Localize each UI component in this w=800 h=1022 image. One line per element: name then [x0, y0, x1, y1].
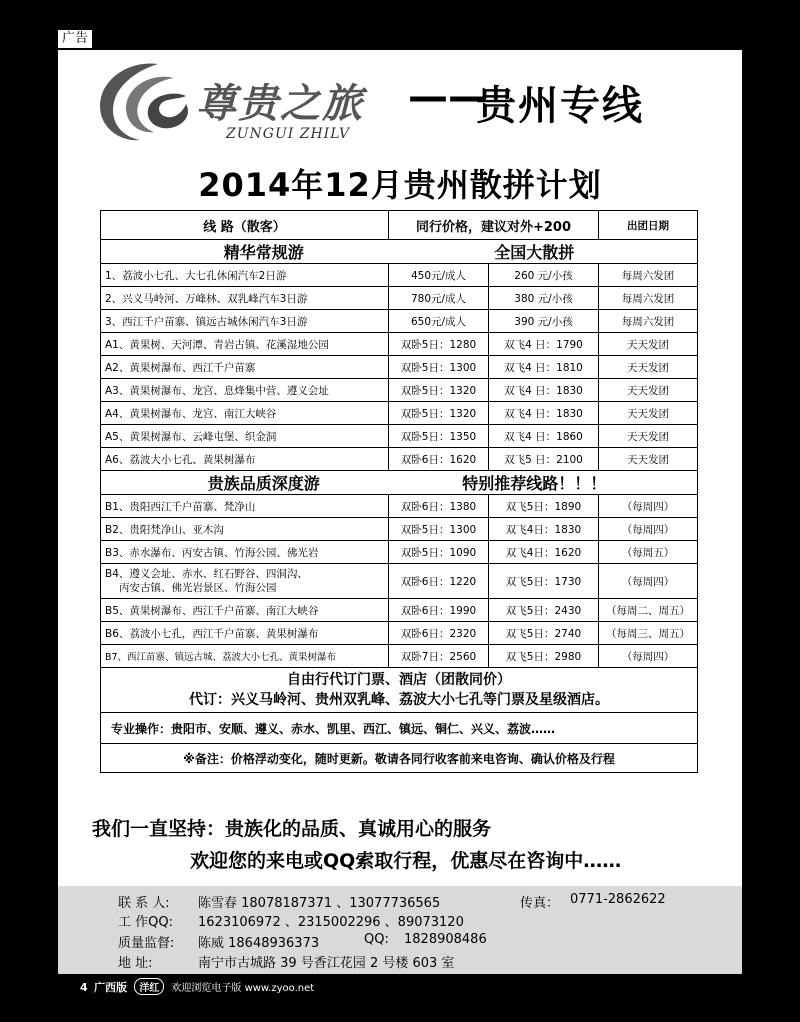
table-row: 3、西江千户苗寨、镇远古城休闲汽车3日游 650元/成人 390 元/小孩 每周六发团 — [101, 310, 698, 333]
free-travel-title: 自由行代订门票、酒店（团散同价） — [287, 672, 511, 688]
contact-panel — [58, 886, 742, 974]
section-title: 贵族品质深度游 — [207, 474, 320, 493]
page-title: 2014年12月贵州散拼计划 — [198, 166, 602, 204]
header-route: 线 路（散客） — [101, 211, 389, 240]
qq-label: 工 作QQ: — [118, 915, 173, 930]
table-row: A4、黄果树瀑布、龙宫、南江大峡谷 双卧5日：1320 双飞4 日：1830 天天发团 — [101, 402, 698, 425]
quality-qq: 1828908486 — [404, 932, 487, 947]
quality-contact: 陈威 18648936373 — [198, 936, 320, 951]
brand-english: ZUNGUI ZHILV — [226, 126, 350, 142]
slogan-primary: 我们一直坚持：贵族化的品质、真诚用心的服务 — [92, 818, 492, 840]
section-row — [101, 471, 698, 495]
brand-name: 尊贵之旅 — [196, 80, 364, 127]
table-row: A5、黄果树瀑布、云峰屯堡、织金洞 双卧5日：1350 双飞4 日：1860 天天发团 — [101, 425, 698, 448]
contact-person-label: 联 系 人: — [118, 896, 170, 911]
page-footer — [80, 978, 314, 995]
footer-text[interactable]: 欢迎浏览电子版 www.zyoo.net — [171, 983, 315, 994]
quality-label: 质量监督: — [118, 936, 175, 951]
note-row: ※备注：价格浮动变化，随时更新。敬请各同行收客前来电咨询、确认价格及行程 — [101, 744, 698, 773]
table-row: A6、荔波大小七孔、黄果树瀑布 双卧6日：1620 双飞5 日：2100 天天发团 — [101, 448, 698, 471]
fax-number: 0771-2862622 — [570, 892, 666, 907]
qq-numbers: 1623106972 、2315002296 、89073120 — [198, 915, 464, 930]
section-subtitle: 全国大散拼 — [494, 243, 575, 262]
fax-label: 传真： — [520, 896, 560, 911]
section-subtitle: 特别推荐线路！！！ — [462, 474, 607, 493]
table-row: B4、遵义会址、赤水、红石野谷、四洞沟、 丙安古镇、佛光岩景区、竹海公园 双卧6日：1220 双飞5日：1730 （每周四） — [101, 564, 698, 599]
brand-dash: —— — [408, 74, 488, 120]
table-header-row — [101, 211, 698, 240]
free-travel-detail: 代订：兴义马岭河、贵州双乳峰、荔波大小七孔等门票及星级酒店。 — [189, 692, 609, 708]
table-row: B3、赤水瀑布、丙安古镇、竹海公园、佛光岩 双卧5日：1090 双飞4日：1620 （每周五） — [101, 541, 698, 564]
ad-tag: 广告 — [58, 30, 92, 48]
edition: 广西版 — [94, 981, 128, 994]
brand-line: 贵州专线 — [476, 83, 644, 129]
table-row: 1、荔波小七孔、大七孔休闲汽车2日游 450元/成人 260 元/小孩 每周六发团 — [101, 264, 698, 287]
table-row: B1、贵阳西江千户苗寨、梵净山 双卧6日：1380 双飞5日：1890 （每周四） — [101, 495, 698, 518]
table-row: A2、黄果树瀑布、西江千户苗寨 双卧5日：1300 双飞4 日：1810 天天发团 — [101, 356, 698, 379]
address: 南宁市古城路 39 号香江花园 2 号楼 603 室 — [198, 956, 455, 971]
table-row: A1、黄果树、天河潭、青岩古镇、花溪湿地公园 双卧5日：1280 双飞4 日：1790 天天发团 — [101, 333, 698, 356]
table-row: B2、贵阳梵净山、亚木沟 双卧5日：1300 双飞4日：1830 （每周四） — [101, 518, 698, 541]
table-row: 2、兴义马岭河、万峰林、双乳峰汽车3日游 780元/成人 380 元/小孩 每周六发团 — [101, 287, 698, 310]
header-date: 出团日期 — [599, 211, 698, 240]
table-row: B6、荔波小七孔，西江千户苗寨、黄果树瀑布 双卧6日：2320 双飞5日：2740 （每周三、周五） — [101, 622, 698, 645]
address-label: 地 址: — [118, 956, 153, 971]
slogan-secondary: 欢迎您的来电或QQ索取行程，优惠尽在咨询中…… — [190, 850, 622, 872]
contact-person: 陈雪春 18078187371 、13077736565 — [198, 896, 441, 911]
table-row: B5、黄果树瀑布、西江千户苗寨、南江大峡谷 双卧6日：1990 双飞5日：2430 （每周二、周五） — [101, 599, 698, 622]
section-row — [101, 240, 698, 264]
free-travel-row — [101, 668, 698, 713]
table-row: B7、西江苗寨、镇远古城、荔波大小七孔、黄果树瀑布 双卧7日：2560 双飞5日：2980 （每周四） — [101, 645, 698, 668]
header-price: 同行价格，建议对外+200 — [389, 211, 599, 240]
page-number: 4 — [80, 981, 88, 994]
footer-brand: 洋红 — [134, 978, 164, 995]
table-row: A3、黄果树瀑布、龙宫、息烽集中营、遵义会址 双卧5日：1320 双飞4 日：1830 天天发团 — [101, 379, 698, 402]
operations-row: 专业操作：贵阳市、安顺、遵义、赤水、凯里、西江、镇远、铜仁、兴义、荔波…… — [101, 713, 698, 744]
quality-qq-label: QQ: — [364, 932, 389, 947]
section-title: 精华常规游 — [223, 243, 304, 262]
swirl-logo-icon — [88, 56, 208, 148]
itinerary-table — [100, 210, 698, 773]
